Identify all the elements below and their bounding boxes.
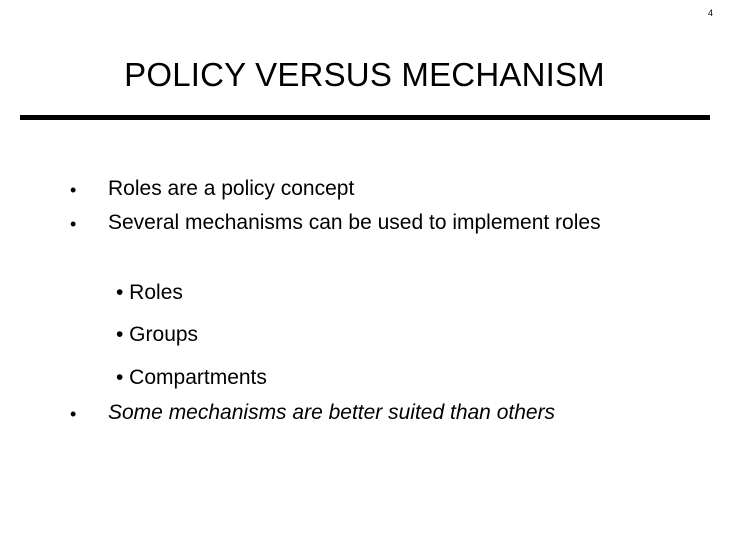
bullet-marker: • xyxy=(70,214,77,234)
title-divider xyxy=(20,115,710,120)
bullet-marker: • xyxy=(70,404,77,424)
page-number: 4 xyxy=(707,8,713,18)
sub-bullet-roles: • Roles xyxy=(116,281,183,304)
bullet-marker: • xyxy=(70,180,77,200)
sub-bullet-compartments: • Compartments xyxy=(116,366,267,389)
bullet-text-roles-policy: Roles are a policy concept xyxy=(108,177,355,200)
bullet-text-better-suited: Some mechanisms are better suited than others xyxy=(108,401,556,424)
sub-bullet-groups: • Groups xyxy=(116,323,199,346)
slide-title: POLICY VERSUS MECHANISM xyxy=(124,56,605,93)
bullet-text-several-mechanisms: Several mechanisms can be used to implement roles xyxy=(108,211,601,234)
